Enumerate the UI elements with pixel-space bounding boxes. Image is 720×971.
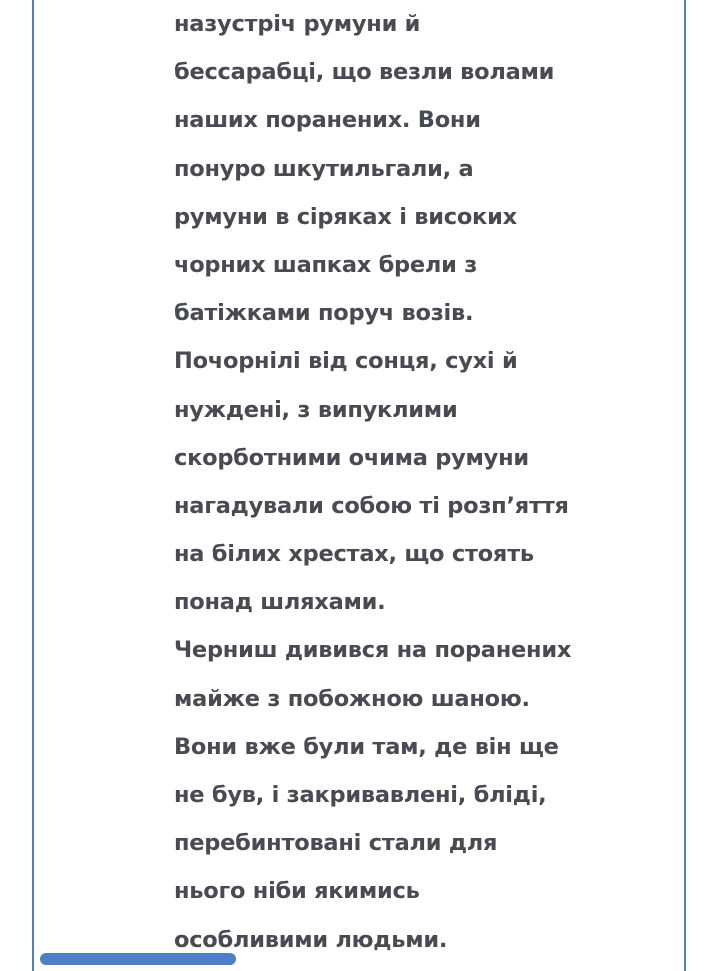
text-line: батіжками поруч возів. [174,300,474,327]
text-line: нього ніби якимись [174,878,420,905]
paragraph-1 [174,0,594,626]
text-line: Почорнілі від сонця, сухі й [174,348,518,375]
text-line: румуни в сіряках і високих [174,203,517,230]
text-line: чорних шапках брели з [174,251,478,278]
text-line: назустріч румуни й [174,11,421,37]
text-line: особливими людьми. [174,926,448,953]
text-line: майже з побожною шаною. [174,685,530,712]
scroll-indicator[interactable] [40,953,236,965]
text-line: наших поранених. Вони [174,107,481,134]
text-line: понад шляхами. [174,589,386,616]
text-line: на білих хрестах, що стоять [174,541,534,568]
text-line: Вони вже були там, де він ще [174,733,559,760]
text-line: скорботними очима румуни [174,444,529,471]
text-line: нуждені, з випуклими [174,396,458,423]
text-line: Черниш дивився на поранених [174,637,572,664]
text-line: бессарабці, що везли волами [174,59,555,86]
text-line: понуро шкутильгали, а [174,155,474,182]
text-line: нагадували собою ті розп’яття [174,492,569,519]
reading-text [174,0,594,964]
paragraph-2 [174,626,594,963]
text-line: не був, і закривавлені, бліді, [174,782,547,808]
text-line: перебинтовані стали для [174,830,498,857]
